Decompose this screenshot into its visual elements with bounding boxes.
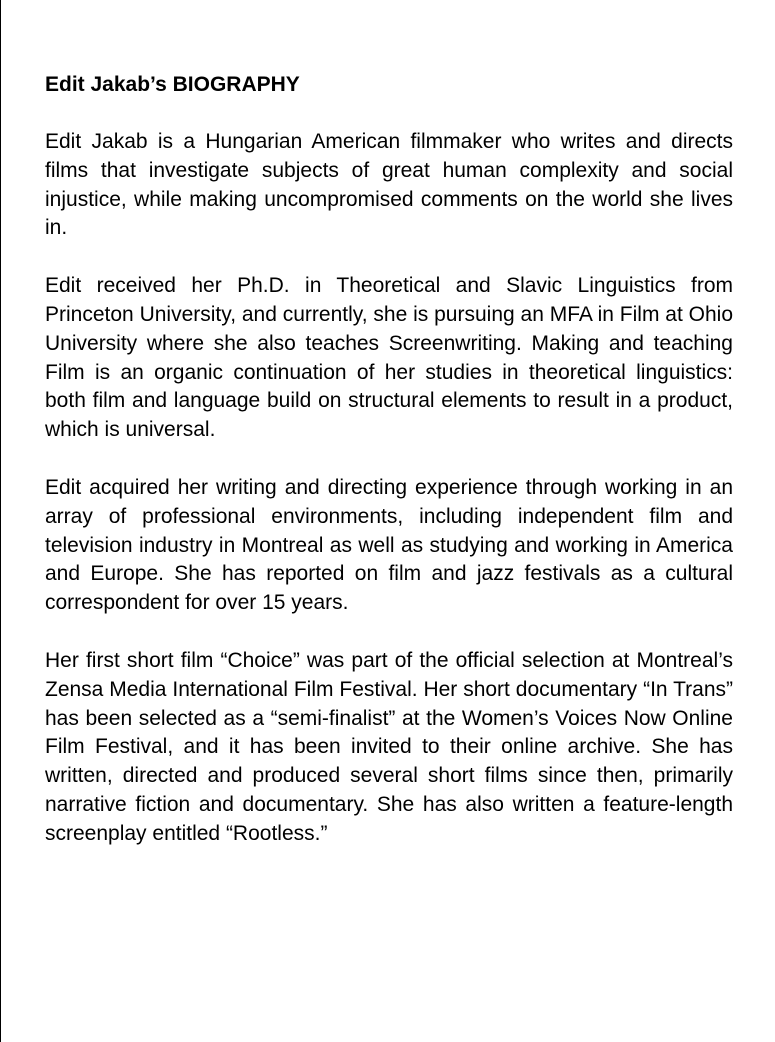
paragraph-experience: Edit acquired her writing and directing experience through working in an array of professional environments, including independent film and television industry in Montreal as well as studying and working in America and Europe. She has reported on film and jazz festivals as a cultural correspondent for over 15 years. <box>45 475 733 615</box>
biography-document <box>45 70 733 878</box>
paragraph-education: Edit received her Ph.D. in Theoretical and Slavic Linguistics from Princeton University, and currently, she is pursuing an MFA in Film at Ohio University where she also teaches Screenwriting. Making and teaching Film is an organic continuation of her studies in theoretical linguistics: both film and language build on structural elements to result in a product, which is universal. <box>45 274 733 442</box>
document-title: Edit Jakab’s BIOGRAPHY <box>45 73 300 96</box>
paragraph-films: Her first short film “Choice” was part of the official selection at Montreal’s Zensa Media International Film Festival. Her short documentary “In Trans” has been selected as a “semi-finalist” at the Women’s Voices Now Online Film Festival, and it has been invited to their online archive. She has written, directed and produced several short films since then, primarily narrative fiction and documentary. She has also written a feature-length screenplay entitled “Rootless.” <box>45 648 733 845</box>
left-border-line <box>0 0 1 1042</box>
paragraph-intro: Edit Jakab is a Hungarian American filmmaker who writes and directs films that investigate subjects of great human complexity and social injustice, while making uncompromised comments on the world she lives in. <box>45 130 733 240</box>
